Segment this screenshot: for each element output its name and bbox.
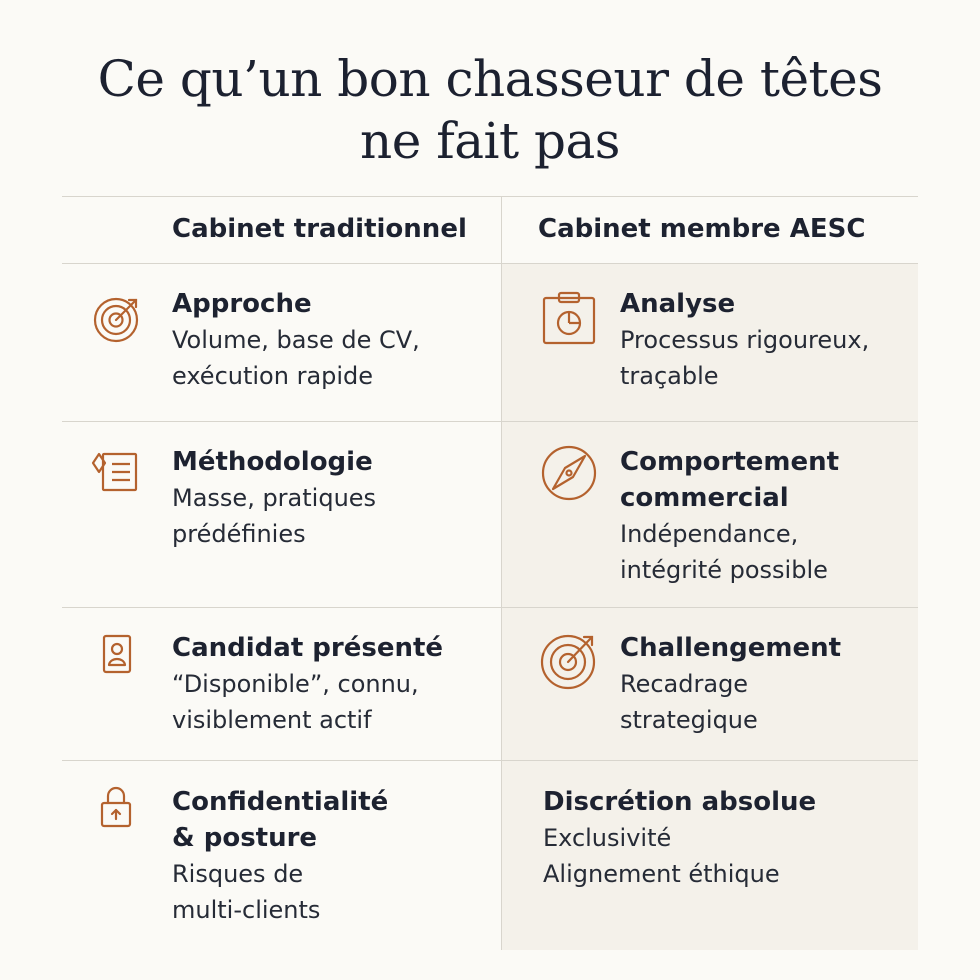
cell-heading: & posture [172, 823, 318, 853]
column-divider [501, 196, 502, 950]
cell-description: exécution rapide [172, 362, 374, 390]
cell-analyse [620, 286, 869, 394]
cell-approche [172, 286, 420, 394]
cell-candidat [172, 630, 443, 738]
row-rule [62, 421, 918, 422]
padlock-icon [100, 786, 132, 828]
cell-heading: Analyse [620, 289, 736, 319]
cell-description: Risques de [172, 860, 304, 888]
column-header-left: Cabinet traditionnel [172, 214, 467, 244]
cell-description: Indépendance, [620, 520, 799, 548]
header-rule [62, 263, 918, 264]
compass-icon [540, 444, 598, 502]
column-header-right: Cabinet membre AESC [538, 214, 866, 244]
cell-heading: Approche [172, 289, 312, 319]
cell-heading: Candidat présenté [172, 633, 444, 663]
cell-description: Recadrage [620, 670, 749, 698]
comparison-table [62, 196, 918, 950]
cell-heading: Challengement [620, 633, 842, 663]
target-icon [540, 632, 598, 690]
cell-challengement [620, 630, 841, 738]
cell-description: strategique [620, 706, 758, 734]
page-title [0, 48, 980, 172]
cell-heading: Comportement [620, 447, 840, 477]
cell-description: Volume, base de CV, [172, 326, 420, 354]
cell-description: “Disponible”, connu, [172, 670, 419, 698]
title-line-1: Ce qu’un bon chasseur de têtes [97, 50, 883, 108]
cell-description: intégrité possible [620, 556, 828, 584]
cell-description: visiblement actif [172, 706, 372, 734]
id-badge-icon [102, 634, 132, 674]
cell-description: Processus rigoureux, [620, 326, 870, 354]
cell-comportement [620, 444, 839, 588]
clipboard-chart-icon [541, 290, 597, 346]
cell-heading: commercial [620, 483, 789, 513]
cell-description: Exclusivité [543, 824, 672, 852]
row-rule [62, 760, 918, 761]
cell-heading: Méthodologie [172, 447, 373, 477]
cell-heading: Confidentialité [172, 787, 389, 817]
cell-discretion [543, 784, 816, 892]
checklist-icon [90, 450, 138, 494]
cell-description: traçable [620, 362, 719, 390]
table-top-rule [62, 196, 918, 197]
cell-description: Masse, pratiques [172, 484, 377, 512]
cell-confidentialite [172, 784, 388, 928]
cell-heading: Discrétion absolue [543, 787, 817, 817]
cell-description: prédéfinies [172, 520, 306, 548]
target-icon [92, 294, 142, 344]
title-line-2: ne fait pas [360, 112, 620, 170]
cell-methodologie [172, 444, 376, 552]
row-rule [62, 607, 918, 608]
cell-description: Alignement éthique [543, 860, 780, 888]
cell-description: multi-clients [172, 896, 321, 924]
